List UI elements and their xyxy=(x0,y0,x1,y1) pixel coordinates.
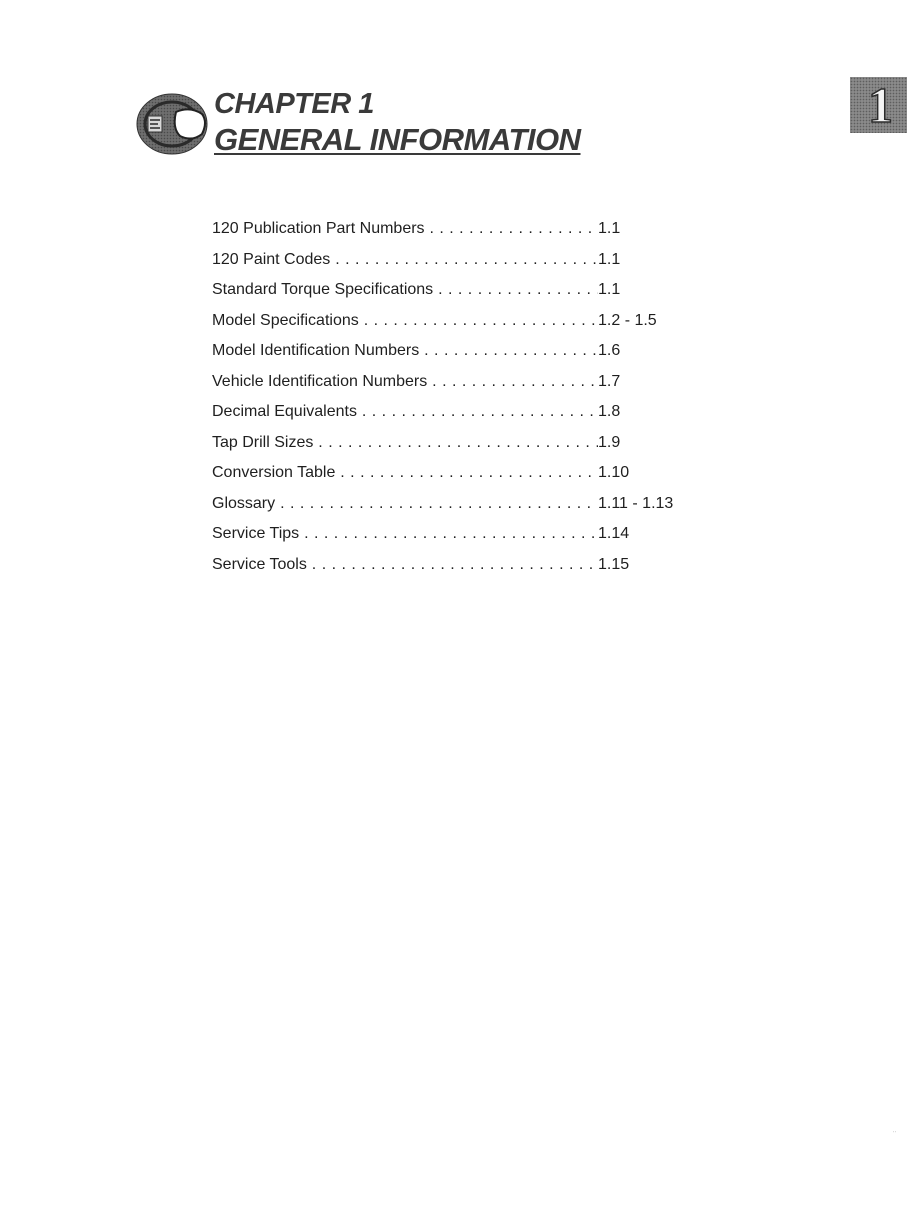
toc-entry-title: Service Tools . . . xyxy=(212,556,598,574)
toc-entry-page: 1.8 xyxy=(598,403,621,420)
toc-entry-title: Vehicle Identification Numbers . . . xyxy=(212,373,598,391)
chapter-heading xyxy=(214,86,581,158)
toc-entry xyxy=(212,342,673,373)
toc-entry-page: 1.6 xyxy=(598,342,621,359)
info-disc-icon xyxy=(136,92,212,156)
toc-entry-page: 1.10 xyxy=(598,464,630,481)
toc-entry xyxy=(212,312,673,343)
chapter-number: CHAPTER 1 xyxy=(214,88,374,120)
toc-entry xyxy=(212,525,673,556)
toc-entry-page: 1.9 xyxy=(598,433,621,451)
scan-speck: ˙˙ xyxy=(893,1132,897,1138)
toc-entry-title: Decimal Equivalents . . . xyxy=(212,403,598,421)
toc-entry-title: Standard Torque Specifications . . . xyxy=(212,281,598,299)
chapter-title: GENERAL INFORMATION xyxy=(214,122,581,157)
toc-entry-title: Conversion Table . . . xyxy=(212,464,598,482)
toc-entry-page: 1.7 xyxy=(598,372,621,390)
toc-entry-title: Glossary . . . xyxy=(212,495,598,513)
toc-entry-page: 1.1 xyxy=(598,281,621,298)
toc-entry xyxy=(212,495,673,526)
toc-entry-title: Service Tips . . . xyxy=(212,525,598,543)
toc-entry-page: 1.14 xyxy=(598,525,630,542)
toc-entry xyxy=(212,281,673,312)
toc-entry-page: 1.11 - 1.13 xyxy=(598,494,674,512)
chapter-tab xyxy=(850,77,907,133)
toc-entry-title: Tap Drill Sizes . . . xyxy=(212,434,598,452)
table-of-contents xyxy=(212,220,673,586)
toc-entry xyxy=(212,403,673,434)
toc-entry-page: 1.2 - 1.5 xyxy=(598,311,657,329)
toc-entry xyxy=(212,251,673,282)
toc-entry xyxy=(212,434,673,465)
toc-entry-page: 1.1 xyxy=(598,250,621,268)
toc-entry xyxy=(212,220,673,251)
toc-entry xyxy=(212,464,673,495)
toc-entry-title: Model Specifications . . . xyxy=(212,312,598,330)
toc-entry xyxy=(212,556,673,587)
toc-entry-page: 1.15 xyxy=(598,555,630,573)
chapter-tab-number: 1 xyxy=(868,77,893,133)
toc-entry-page: 1.1 xyxy=(598,220,621,237)
toc-entry-title: Model Identification Numbers . . . xyxy=(212,342,598,360)
toc-entry-title: 120 Publication Part Numbers . . . xyxy=(212,220,598,238)
toc-entry-title: 120 Paint Codes . . . xyxy=(212,251,598,269)
toc-entry xyxy=(212,373,673,404)
